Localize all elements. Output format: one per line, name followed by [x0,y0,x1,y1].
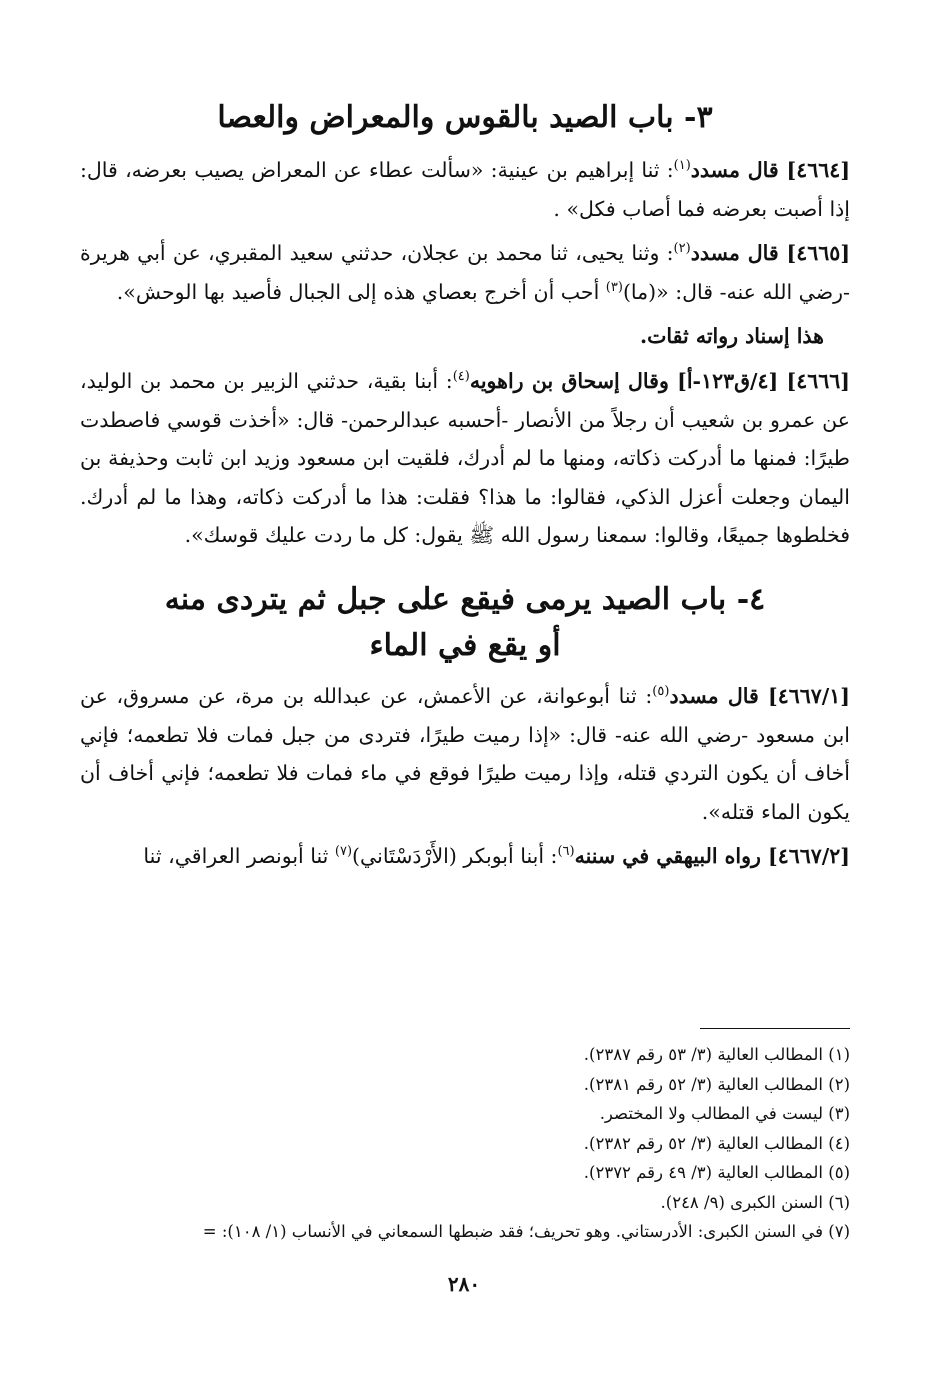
footnotes [80,1040,850,1247]
footnote-ref-1: (١) [673,158,691,173]
hadith-4665 [80,234,850,311]
footnote-2: (٢) المطالب العالية (٣/ ٥٢ رقم ٢٣٨١). [583,1074,850,1094]
hadith-4666-text: : أبنا بقية، حدثني الزبير بن محمد بن الوليد، عن عمرو بن شعيب أن رجلاً من الأنصار -أحسبه عبدالرحمن- قال: «أخذت قوسي فاصطدت طيرًا: فمنها ما أدركت ذكاته، ومنها ما لم أدرك، فلقيت ابن مسعود وزيد ابن ثابت وحذيفة بن اليمان وجعلت أعزل الذكي، فقالوا: ما هذا؟ فقلت: هذا ما أدركت ذكاته، وهذا ما لم أدرك. فخلطوها جميعًا، وقالوا: سمعنا رسول الله ﷺ يقول: كل ما ردت عليك قوسك». [80,368,850,548]
footnote-ref-5: (٥) [652,683,670,699]
hadith-4667-2 [80,837,850,876]
footnote-ref-6: (٦) [557,844,575,860]
page-number: ٢٨٠ [447,1272,481,1296]
hadith-4665-text-a: : وثنا يحيى، ثنا محمد بن عجلان، حدثني سعيد المقبري، عن أبي هريرة -رضي الله عنه- قال: «(ما) [80,241,850,304]
footnote-1: (١) المطالب العالية (٣/ ٥٣ رقم ٢٣٨٧). [583,1045,850,1064]
footnote-ref-7: (٧) [334,844,353,860]
isnad-note: هذا إسناد رواته ثقات. [639,324,824,349]
footnote-divider [700,1028,850,1029]
section-4-heading [80,577,850,669]
hadith-4667-1 [80,677,850,831]
section-3-heading: ٣- باب الصيد بالقوس والمعراض والعصا [217,100,713,135]
hadith-4664-label: [٤٦٦٤] قال مسدد [690,158,851,182]
footnote-4: (٤) المطالب العالية (٣/ ٥٢ رقم ٢٣٨٢). [583,1133,850,1153]
hadith-4667-2-text-a: : أبنا أبوبكر (الأَرْدَسْتَاني) [352,844,558,869]
footnote-ref-2: (٢) [673,241,691,257]
footnote-3: (٣) ليست في المطالب ولا المختصر. [599,1104,850,1123]
hadith-4666 [80,362,850,555]
hadith-4665-text-b: أحب أن أخرج بعصاي هذه إلى الجبال فأصيد بها الوحش». [116,279,606,304]
hadith-4665-label: [٤٦٦٥] قال مسدد [690,241,851,266]
footnote-7: (٧) في السنن الكبرى: الأدرستاني. وهو تحريف؛ فقد ضبطها السمعاني في الأنساب (١/ ١٠٨): = [202,1222,850,1241]
page-body [80,95,850,882]
hadith-4667-1-text: : ثنا أبوعوانة، عن الأعمش، عن عبدالله بن مرة، عن مسروق، عن ابن مسعود -رضي الله عنه- قال: «إذا رميت طيرًا، فتردى من جبل فمات فلا تطعمه؛ فإني أخاف أن يكون التردي قتله، وإذا رميت طيرًا فوقع في ماء فمات فلا تطعمه؛ فإني أخاف أن يكون الماء قتله». [80,683,850,824]
section-4-heading-line-2: أو يقع في الماء [369,627,561,663]
hadith-4667-2-text-b: ثنا أبونصر العراقي، ثنا [143,844,335,869]
hadith-4664 [80,151,850,228]
hadith-4664-text: : ثنا إبراهيم بن عينية: «سألت عطاء عن المعراض يصيب بعرضه، قال: إذا أصبت بعرضه فما أصاب فكل» . [80,158,850,221]
hadith-4667-2-label: [٤٦٦٧/٢] رواه البيهقي في سننه [574,844,850,869]
hadith-4667-1-label: [٤٦٦٧/١] قال مسدد [669,683,850,708]
footnote-5: (٥) المطالب العالية (٣/ ٤٩ رقم ٢٣٧٢). [583,1163,850,1182]
section-4-heading-line-1: ٤- باب الصيد يرمى فيقع على جبل ثم يتردى منه [164,581,766,617]
footnote-ref-4: (٤) [452,368,470,384]
footnote-ref-3: (٣) [605,279,623,295]
footnote-6: (٦) السنن الكبرى (٩/ ٢٤٨). [660,1192,850,1212]
hadith-4666-label: [٤٦٦٦] [٤/ق١٢٣-أ] وقال إسحاق بن راهويه [469,368,850,393]
